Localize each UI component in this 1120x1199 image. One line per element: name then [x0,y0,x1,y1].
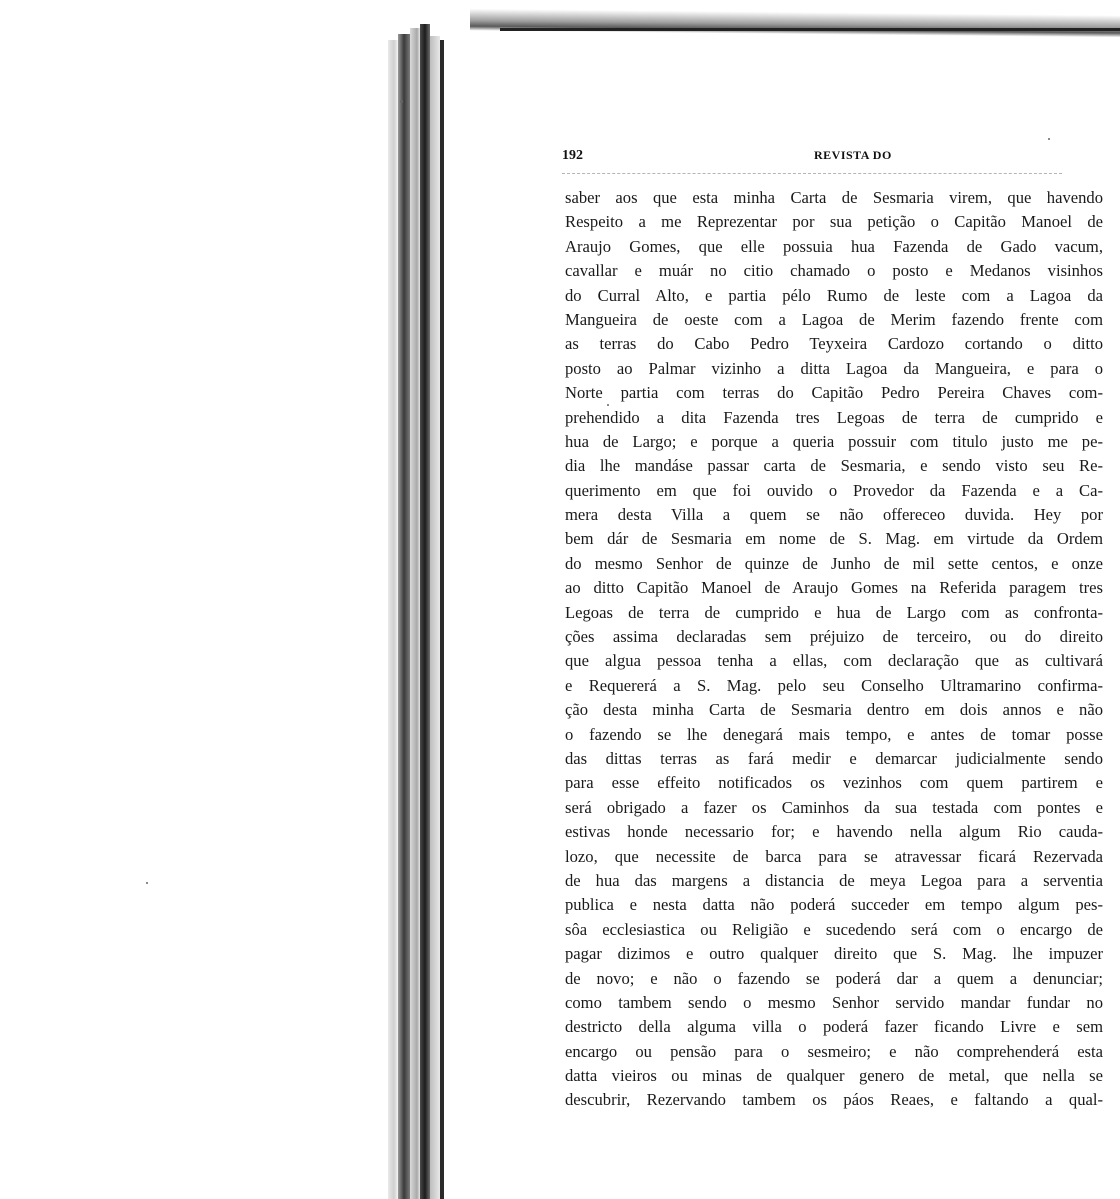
text-line: sôa ecclesiastica ou Religião e sucedendo será com o encargo de [565,919,1103,939]
text-line: saber aos que esta minha Carta de Sesmaria virem, que havendo [565,188,1103,207]
text-line: para esse effeito notificados os vezinhos com quem partirem e [565,773,1103,793]
body-text [565,186,1103,1113]
text-line: encargo ou pensão para o sesmeiro; e não comprehenderá esta [565,1041,1103,1061]
text-line: dia lhe mandáse passar carta de Sesmaria, e sendo visto seu Re- [565,456,1103,476]
text-line: Respeito a me Reprezentar por sua petição o Capitão Manoel de [565,212,1103,232]
text-line: mera desta Villa a quem se não offereceo duvida. Hey por [565,505,1103,525]
text-line: datta vieiros ou minas de qualquer genero de metal, que nella se [565,1066,1103,1086]
page-edge [420,24,430,1199]
text-line: Legoas de terra de cumprido e hua de Largo com as confronta- [565,602,1103,622]
page-edge [440,40,444,1199]
text-line: cavallar e muár no citio chamado o posto e Medanos visinhos [565,261,1103,281]
text-line: estivas honde necessario for; e havendo nella algum Rio cauda- [565,822,1103,842]
text-line: descubrir, Rezervando tambem os páos Reaes, e faltando a qual- [565,1090,1103,1110]
page-edge [410,28,420,1199]
text-line: e Requererá a S. Mag. pelo seu Conselho Ultramarino confirma- [565,675,1103,695]
text-line: das dittas terras as fará medir e demarcar judicialmente sendo [565,748,1103,768]
text-line: que algua pessoa tenha a ellas, com declaração que as cultivará [565,651,1103,671]
text-line: querimento em que foi ouvido o Provedor da Fazenda e a Ca- [565,480,1103,500]
page-edge [398,34,410,1199]
text-line: de novo; e não o fazendo se poderá dar a quem a denunciar; [565,968,1103,988]
text-line: ções assima declaradas sem préjuizo de terceiro, ou do direito [565,627,1103,647]
text-line: posto ao Palmar vizinho a ditta Lagoa da Mangueira, e para o [565,358,1103,378]
running-title: REVISTA DO [814,148,892,162]
text-line: publica e nesta datta não poderá succeder em tempo algum pes- [565,895,1103,915]
page-number: 192 [562,148,583,163]
text-line: pagar dizimos e outro qualquer direito que S. Mag. lhe impuzer [565,944,1103,964]
page-edge [388,40,398,1199]
scan-speck [400,100,403,103]
text-line: hua de Largo; e porque a queria possuir com titulo justo me pe- [565,431,1103,451]
text-line: do Curral Alto, e partia pélo Rumo de leste com a Lagoa da [565,285,1103,305]
top-page-edge [500,28,1120,31]
text-line: de hua das margens a distancia de meya Legoa para a serventia [565,870,1103,890]
text-line: Norte partia com terras do Capitão Pedro Pereira Chaves com- [565,383,1103,403]
text-line: ao ditto Capitão Manoel de Araujo Gomes na Referida paragem tres [565,578,1103,598]
text-line: ção desta minha Carta de Sesmaria dentro em dois annos e não [565,700,1103,720]
header-rule [562,173,1062,174]
text-line: destricto della alguma villa o poderá fazer ficando Livre e sem [565,1017,1103,1037]
text-line: Araujo Gomes, que elle possuia hua Fazenda de Gado vacum, [565,236,1103,256]
text-line: bem dár de Sesmaria em nome de S. Mag. em virtude da Ordem [565,529,1103,549]
running-head [562,148,1102,168]
text-line: lozo, que necessite de barca para se atravessar ficará Rezervada [565,846,1103,866]
text-line: as terras do Cabo Pedro Teyxeira Cardozo cortando o ditto [565,334,1103,354]
text-line: o fazendo se lhe denegará mais tempo, e antes de tomar posse [565,724,1103,744]
page-edge [430,36,440,1199]
text-line: será obrigado a fazer os Caminhos da sua testada com pontes e [565,797,1103,817]
text-line: prehendido a dita Fazenda tres Legoas de terra de cumprido e [565,407,1103,427]
text-line: Mangueira de oeste com a Lagoa de Merim fazendo frente com [565,309,1103,329]
scan-speck [1048,138,1050,140]
scan-speck [146,882,148,884]
text-line: como tambem sendo o mesmo Senhor servido mandar fundar no [565,992,1103,1012]
text-line: do mesmo Senhor de quinze de Junho de mil sette centos, e onze [565,553,1103,573]
